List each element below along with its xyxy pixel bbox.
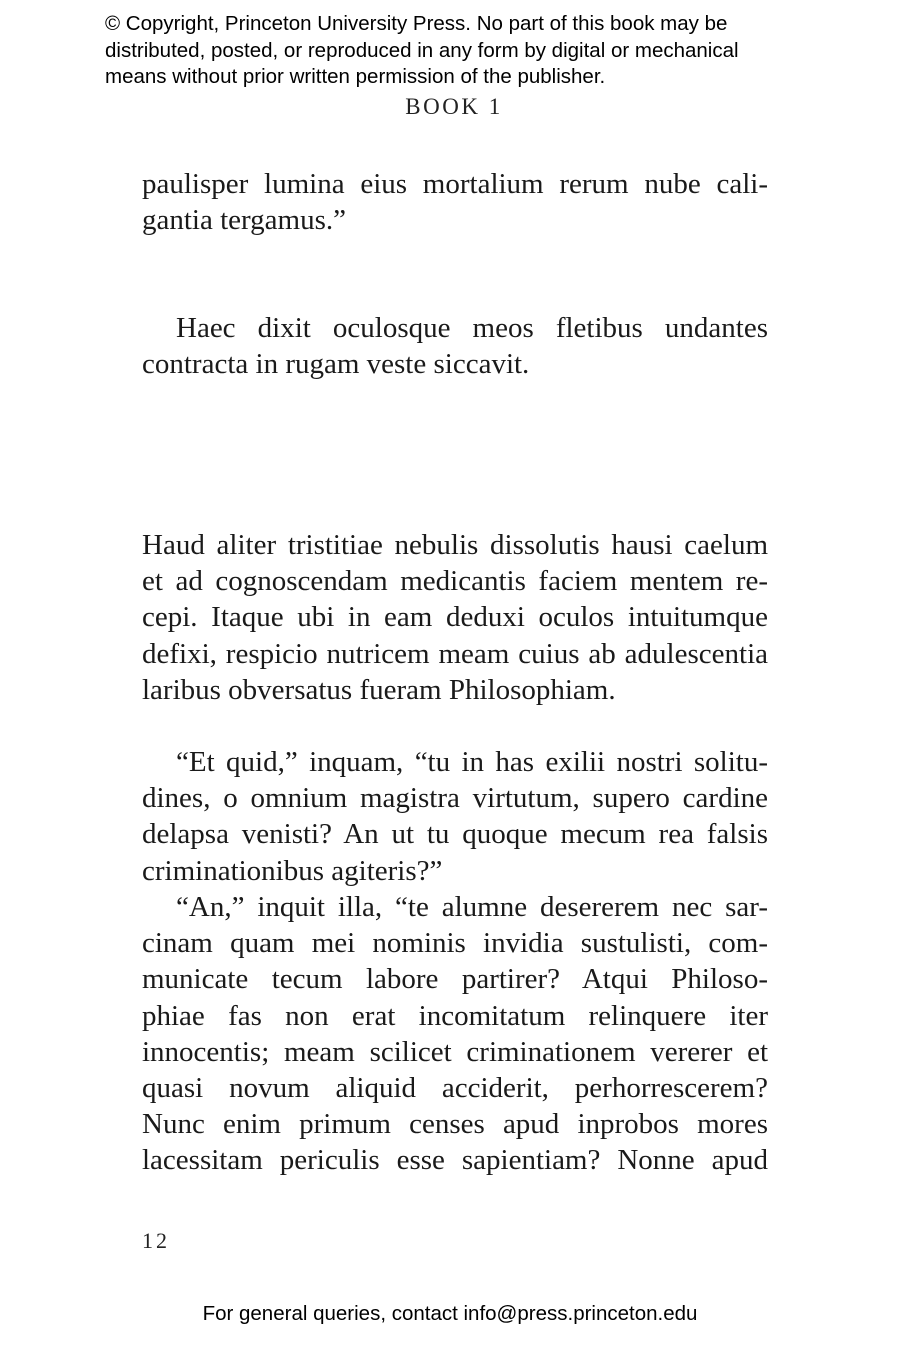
paragraph: [142, 889, 768, 1179]
running-head: BOOK 1: [405, 94, 503, 119]
copyright-notice: [105, 11, 825, 91]
text-line: “An,” inquit illa, “te alumne desererem nec sar-: [176, 891, 768, 923]
page-number: 12: [142, 1228, 170, 1253]
paragraph: [142, 527, 768, 708]
text-line: quasi novum aliquid acciderit, perhorrescerem?: [142, 1071, 768, 1104]
paragraph: [142, 744, 768, 889]
text-line: gantia tergamus.”: [142, 204, 347, 237]
text-line: paulisper lumina eius mortalium rerum nube cali-: [142, 168, 768, 200]
text-line: laribus obversatus fueram Philosophiam.: [142, 673, 616, 706]
text-line: lacessitam periculis esse sapientiam? Nonne apud: [142, 1144, 768, 1177]
text-line: municate tecum labore partirer? Atqui Philoso-: [142, 963, 768, 996]
text-line: et ad cognoscendam medicantis faciem mentem re-: [142, 565, 768, 598]
text-line: Haec dixit oculosque meos fletibus undantes: [176, 312, 768, 344]
text-line: innocentis; meam scilicet criminationem vererer et: [142, 1035, 768, 1068]
text-line: phiae fas non erat incomitatum relinquere iter: [142, 999, 768, 1032]
copyright-line: means without prior written permission of the publisher.: [105, 65, 606, 88]
paragraph: [142, 310, 768, 382]
paragraph: [142, 166, 768, 238]
copyright-line: distributed, posted, or reproduced in any form by digital or mechanical: [105, 38, 739, 62]
text-line: cinam quam mei nominis invidia sustulisti, com-: [142, 927, 768, 960]
text-line: delapsa venisti? An ut tu quoque mecum rea falsis: [142, 818, 768, 851]
footer-contact: For general queries, contact info@press.princeton.edu: [202, 1302, 698, 1325]
copyright-line: © Copyright, Princeton University Press. No part of this book may be: [105, 12, 728, 35]
text-line: “Et quid,” inquam, “tu in has exilii nostri solitu-: [176, 746, 768, 778]
text-line: contracta in rugam veste siccavit.: [142, 348, 530, 381]
text-line: defixi, respicio nutricem meam cuius ab adulescentia: [142, 637, 768, 670]
text-line: dines, o omnium magistra virtutum, supero cardine: [142, 782, 768, 815]
text-line: Nunc enim primum censes apud inprobos mores: [142, 1108, 768, 1141]
text-line: criminationibus agiteris?”: [142, 854, 443, 887]
text-line: cepi. Itaque ubi in eam deduxi oculos intuitumque: [142, 601, 768, 634]
text-line: Haud aliter tristitiae nebulis dissolutis hausi caelum: [142, 529, 768, 561]
